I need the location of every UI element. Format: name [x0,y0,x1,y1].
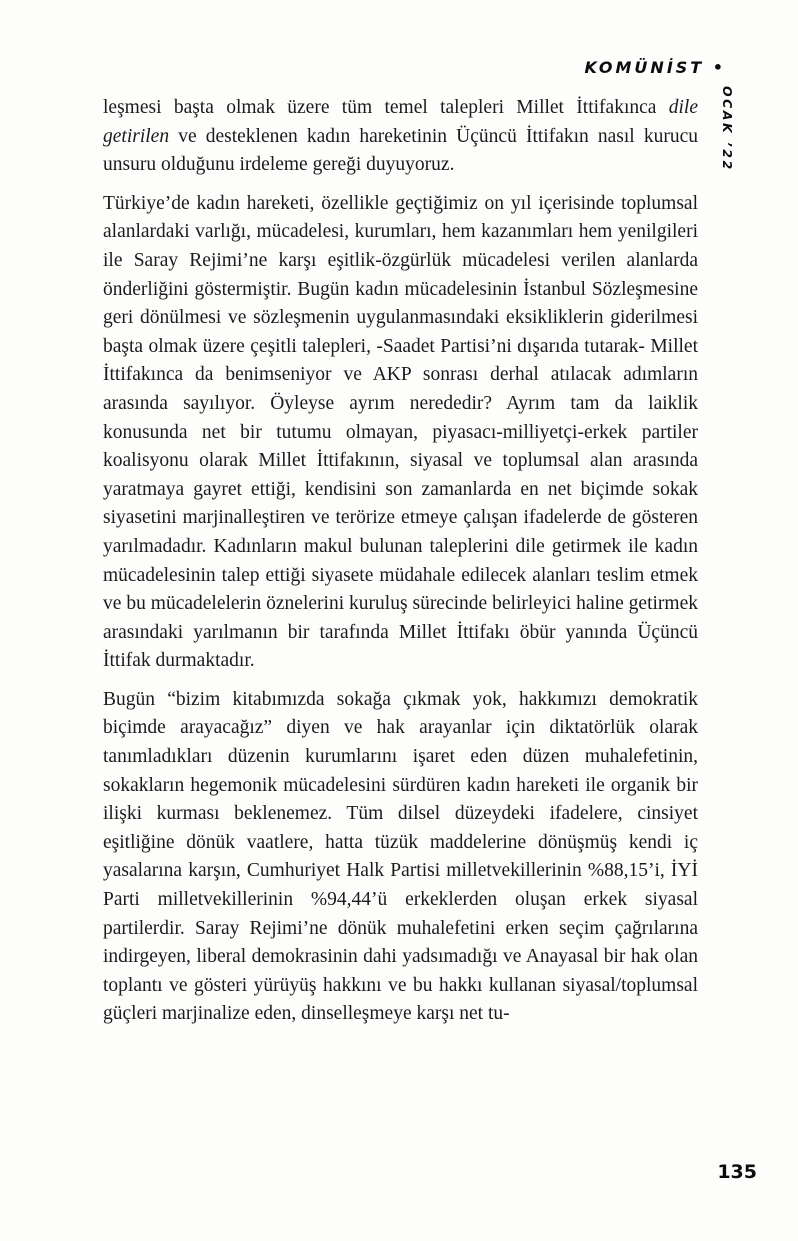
text-run: Bugün “bizim kitabımızda sokağa çıkmak yok, hakkımızı demokratik biçimde arayacağız” diyen ve hak arayanlar için diktatörlük olarak tanımladıkları düzenin kurumlarını işaret eden düzen muhalefetinin, sokakların hegemonik mücadelesini sürdüren kadın hareketi ile organik bir ilişki kurması beklenemez. Tüm dilsel düzeydeki ifadelere, cinsiyet eşitliğine dönük vaatlere, hatta tüzük maddelerine dönüşmüş kendi iç yasalarına karşın, Cumhuriyet Halk Partisi milletvekillerinin %88,15’i, İYİ Parti milletvekillerinin %94,44’ü erkeklerden oluşan erkek siyasal partilerdir. Saray Rejimi’ne dönük muhalefetini erken seçim çağrılarına indirgeyen, liberal demokrasinin dahi yadsımadığı ve Anayasal bir hak olan toplantı ve gösteri yürüyüş hakkını ve bu hakkı kullanan siyasal/toplumsal güçleri marjinalize eden, dinselleşmeye karşı net tu- [103,688,698,1025]
body-text [103,94,698,1029]
text-run: ve desteklenen kadın hareketinin Üçüncü İttifakın nasıl kurucu unsuru olduğunu irdeleme gereği duyuyoruz. [103,125,698,176]
page-number: 135 [717,1161,757,1183]
text-run: leşmesi başta olmak üzere tüm temel talepleri Millet İttifakınca [103,97,669,118]
paragraph [103,190,698,676]
issue-date-vertical: OCAK ’22 [720,86,735,172]
text-run: Türkiye’de kadın hareketi, özellikle geçtiğimiz on yıl içerisinde toplumsal alanlardaki varlığı, mücadelesi, kurumları, hem kazanımları hem yenilgileri ile Saray Rejimi’ne karşı eşitlik-özgürlük mücadelesi verilen alanlarda önderliğini göstermiştir. Bugün kadın mücadelesinin İstanbul Sözleşmesine geri dönülmesi ve sözleşmenin uygulanmasındaki eksikliklerin giderilmesi başta olmak üzere çeşitli talepleri, -Saadet Partisi’ni dışarıda tutarak- Millet İttifakınca da benimseniyor ve AKP sonrası derhal atılacak adımların arasında sayılıyor. Öyleyse ayrım nerededir? Ayrım tam da laiklik konusunda net bir tutumu olmayan, piyasacı-milliyetçi-erkek partiler koalisyonu olarak Millet İttifakının, siyasal ve toplumsal alan arasında yaratmaya gayret ettiği, kendisini son zamanlarda en net biçimde sokak siyasetini marjinalleştiren ve terörize etmeye çalışan ifadelerde de gösteren yarılmadadır. Kadınların makul bulunan taleplerini dile getirmek ile kadın mücadelesinin talep ettiği siyasete müdahale edilecek alanları teslim etmek ve bu mücadelelerin öznelerini kuruluş sürecinde belirleyici haline getirmek arasındaki yarılmanın bir tarafında Millet İttifakı öbür yanında Üçüncü İttifak durmaktadır. [103,192,698,672]
paragraph [103,686,698,1029]
paragraph [103,94,698,180]
emphasized-text: dile getirilen [103,97,698,147]
running-header-magazine-title: KOMÜNİST • [584,58,726,77]
